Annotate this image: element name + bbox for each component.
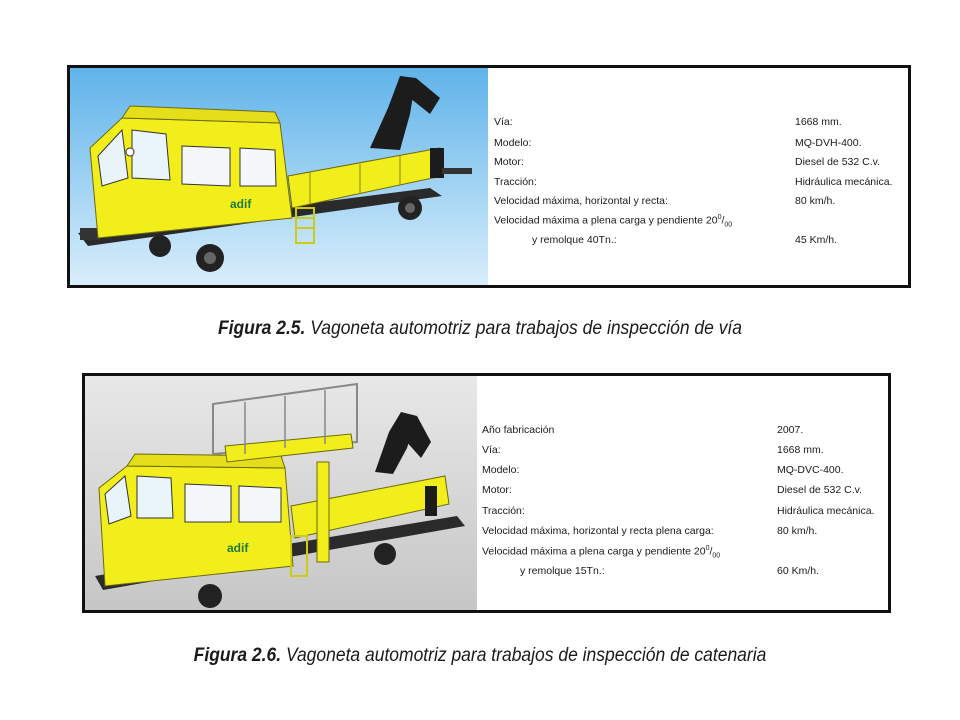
spec-label: Motor: — [482, 484, 512, 496]
spec-label: Velocidad máxima, horizontal y recta plena carga: — [482, 525, 714, 537]
figure-caption — [38, 645, 921, 667]
spec-row — [477, 505, 888, 521]
spec-value: Hidráulica mecánica. — [795, 176, 893, 188]
spec-row — [477, 444, 888, 460]
spec-label: y remolque 15Tn.: — [520, 565, 605, 577]
figure-number: Figura 2.6. — [193, 645, 282, 666]
spec-value: 2007. — [777, 424, 804, 436]
spec-row — [488, 116, 908, 132]
figure-caption-text: Vagoneta automotriz para trabajos de inspección de vía — [310, 318, 743, 339]
spec-value: 45 Km/h. — [795, 234, 838, 246]
adif-logo: adif — [230, 197, 252, 211]
spec-row — [488, 234, 908, 250]
spec-row — [477, 424, 888, 440]
spec-value: 1668 mm. — [795, 116, 842, 128]
spec-value: 1668 mm. — [777, 444, 824, 456]
spec-value: 80 km/h. — [795, 195, 836, 207]
spec-list — [488, 68, 908, 285]
spec-value: Diesel de 532 C.v. — [777, 484, 863, 496]
spec-value: Diesel de 532 C.v. — [795, 156, 881, 168]
spec-value: MQ-DVH-400. — [795, 137, 862, 149]
spec-value: Hidráulica mecánica. — [777, 505, 875, 517]
figure-caption — [38, 318, 921, 340]
spec-label: Velocidad máxima a plena carga y pendiente $20^0/_{00}$ — [482, 545, 721, 560]
figure-number: Figura 2.5. — [217, 318, 306, 339]
spec-value: MQ-DVC-400. — [777, 464, 844, 476]
spec-label: Tracción: — [494, 176, 537, 188]
spec-label: Motor: — [494, 156, 524, 168]
spec-row — [488, 176, 908, 192]
spec-value: 80 km/h. — [777, 525, 818, 537]
spec-list — [477, 376, 888, 610]
spec-label: Modelo: — [482, 464, 520, 476]
spec-row — [477, 565, 888, 581]
figure-2-5 — [67, 65, 911, 288]
vagoneta-inspeccion-catenaria-image — [85, 376, 477, 610]
spec-row — [488, 137, 908, 153]
vagoneta-inspeccion-via-image — [70, 68, 488, 285]
spec-label: Tracción: — [482, 505, 525, 517]
spec-row — [488, 214, 908, 230]
spec-label: Velocidad máxima, horizontal y recta: — [494, 195, 668, 207]
spec-label: Modelo: — [494, 137, 532, 149]
spec-label: Velocidad máxima a plena carga y pendiente $20^0/_{00}$ — [494, 214, 733, 229]
spec-row — [488, 195, 908, 211]
spec-label: y remolque 40Tn.: — [532, 234, 617, 246]
spec-row — [477, 484, 888, 500]
figure-2-6 — [82, 373, 891, 613]
spec-row — [477, 525, 888, 541]
spec-row — [488, 156, 908, 172]
spec-row — [477, 545, 888, 561]
figure-caption-text: Vagoneta automotriz para trabajos de inspección de catenaria — [285, 645, 767, 666]
adif-logo: adif — [227, 541, 249, 555]
spec-value: 60 Km/h. — [777, 565, 820, 577]
spec-label: Vía: — [482, 444, 501, 456]
spec-row — [477, 464, 888, 480]
spec-label: Vía: — [494, 116, 513, 128]
spec-label: Año fabricación — [482, 424, 555, 436]
